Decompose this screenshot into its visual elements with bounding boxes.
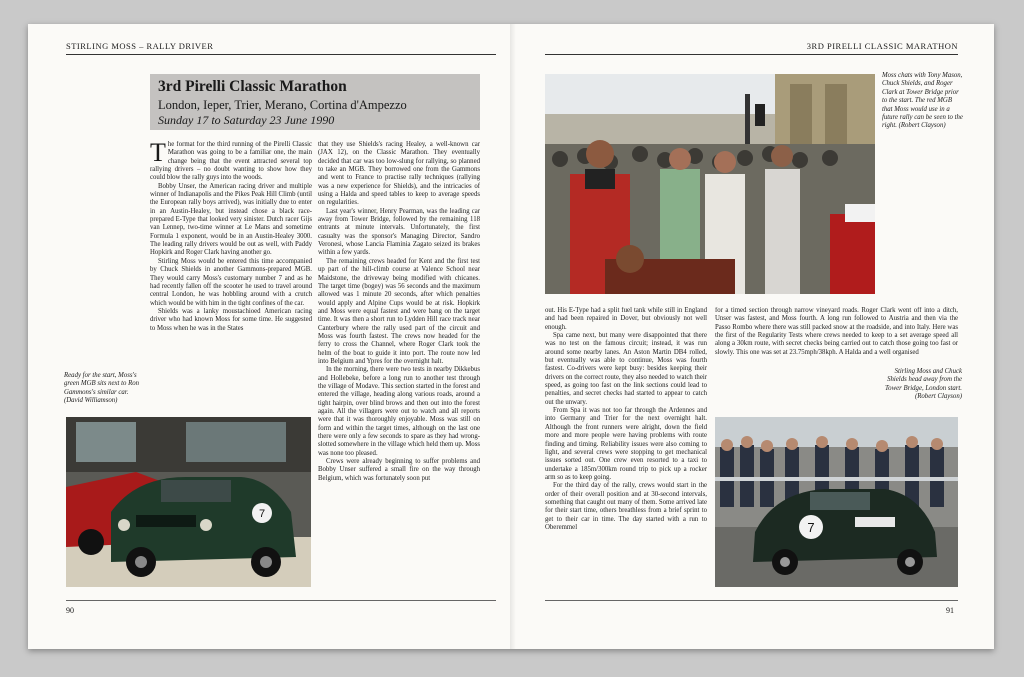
photo-tower-bridge-crowd [545,74,875,294]
page-number-left: 90 [66,606,74,615]
left-footer-rule [66,600,496,601]
caption-left: Ready for the start, Moss's green MGB sits next to Ron Gammons's similar car. (David Williamson) [64,372,140,405]
paragraph: that they use Shields's racing Healey, a well-known car (JAX 12), on the Classic Marathon. They eventually decided that car was too low-slung for rallying, so planned to take an MGB. They borrowed one from the Gammons and went to France to practise rally techniques (rallying was a new experience for Shields), and the intricacies of using a Halda and speed tables to keep to average speeds on regularities. [318,141,480,207]
right-footer-rule [545,600,958,601]
paragraph: for a timed section through narrow vineyard roads. Roger Clark went off into a ditch, Unser was fastest, and Moss fourth. A long run followed to Austria and then via the Passo Rombo where there was still packed snow at the roadside, and into Italy. Here was the first of the Regularity Tests where crews needed to keep to a set average speed all along a 30km route, with secret checks being carried out to catch those going too fast or slowly. This one was set at 23.75mph/38kph. A Halda and a well organised [715,307,958,356]
paragraph: For the third day of the rally, crews would start in the order of their overall position and at 30-second intervals, something that caught out many of them. Some arrived late for their start time, others breathless from a brief sprint to get to their car in time. The day started with a run to Oberemmel [545,482,707,531]
paragraph: Crews were already beginning to suffer problems and Bobby Unser suffered a small fire on the way through Belgium, which was fortunately soon put [318,458,480,482]
chapter-title: 3rd Pirelli Classic Marathon [158,78,347,95]
drop-cap: T [150,141,166,167]
caption-top-right: Moss chats with Tony Mason, Chuck Shields, and Roger Clark at Tower Bridge prior to the start. The red MGB that Moss would use in a future rally can be seen to the right. (Robert Clayson) [882,72,963,130]
text-column-1 [150,141,312,412]
paragraph: From Spa it was not too far through the Ardennes and into Germany and Trier for the next overnight halt. Although the front runners were alright, down the field more and more people were having problems with route finding and timing. Reliability issues were also coming to light, and several crews were stopping to get mechanical issues sorted out. One crew even resorted to a taxi to undertake a 185m/300km round trip to pick up a rocker arm so as to keep going. [545,407,707,481]
photo-green-mgb [66,417,311,587]
paragraph: The format for the third running of the Pirelli Classic Marathon was going to be a familiar one, the main change being that the event attracted several top rallying drivers – no doubt wanting to show how they could blow the rally guys into the woods. [150,141,312,182]
chapter-title-box [150,74,480,130]
chapter-route: London, Ieper, Trier, Merano, Cortina d'Ampezzo [158,98,407,112]
paragraph: Shields was a lanky moustachioed American racing driver who had known Moss for some time. He suggested to Moss when he was in the States [150,307,312,332]
paragraph: The remaining crews headed for Kent and the first test up part of the hill-climb course at Valence School near Maidstone, the driveway being modified with chicanes. The target time (bogey) was 56 seconds and the maximum allowed was 1 minute 20 seconds, after which penalties would apply and Alpine Cups would be at risk. Hopkirk and Moss were equal fastest and were bang on the target time. It was then a short run to Lydden Hill race track near Canterbury where the rally used part of the circuit and Moss was fourth fastest. The crews now headed for the ferry to cross the Channel, where Roger Clark took the helm of the boat to guide it into port. The route now led into Belgium and Ypres for the overnight halt. [318,257,480,365]
departure-photo-illustration [715,417,958,587]
crowd-photo-illustration [545,74,875,294]
photo-mgb-departure [715,417,958,587]
chapter-dates: Sunday 17 to Saturday 23 June 1990 [158,113,335,127]
right-header-rule [545,54,958,55]
mgb-photo-illustration [66,417,311,587]
svg-text:7: 7 [807,520,815,535]
caption-right: Stirling Moss and Chuck Shields head away from the Tower Bridge, London start. (Robert Clayson) [885,368,962,401]
paragraph: Bobby Unser, the American racing driver and multiple winner of Indianapolis and the Pikes Peak Hill Climb (until the European rally boys arrived), was initially due to enter in an Austin-Healey, but instead chose a black race-prepared E-Type that looked very sinister. Dutch racer Gijs van Lennep, two-time winner at Le Mans and sometime Formula 1 exponent, would be in an Austin-Healey 3000. The leading rally drivers would be out as well, with Paddy Hopkirk and Roger Clark having another go. [150,182,312,257]
svg-text:7: 7 [258,508,266,520]
paragraph: In the morning, there were two tests in nearby Dikkebus and Hollebeke, before a long run to another test through the village of Modave. This section started in the forest and entered the village, heading along various roads, around a tight hairpin, over blind brows and then out into the forest again. All the villagers were out to watch and all reports were that it was thoroughly enjoyable. Moss was still on form and within the target times, although on the last one there were only a few seconds to spare as they had wrong-slotted somewhere in the village which held them up. Moss was none too pleased. [318,366,480,457]
page-number-right: 91 [946,606,954,615]
paragraph: Last year's winner, Henry Pearman, was the leading car away from Tower Bridge, followed by the remaining 118 entrants at minute intervals. Unfortunately, the first casualty was the sponsor's Managing Director, Sandro Veronesi, whose Lancia Flaminia Zagato seized its brakes within a few yards. [318,207,480,257]
paragraph: Spa came next, but many were disappointed that there was no test on the famous circuit; instead, it was run around some nearby lanes. An Aston Martin DB4 rolled, but eventually was able to continue, Moss was fourth fastest. Co-drivers were kept busy: besides keeping their drivers on the correct route, they also needed to watch their speed, as going too fast on the link sections could lead to penalties, and secret checks had started to appear to catch out the unwary. [545,332,707,406]
paragraph: out. His E-Type had a split fuel tank while still in England and had been repaired in Dover, but obviously not well enough. [545,307,707,331]
paragraph: Stirling Moss would be entered this time accompanied by Chuck Shields in another Gammons-prepared MGB. They would carry Moss's customary number 7 and as he had recently fallen off the scooter he used to travel around central London, he was hobbling around with a crutch which would be with him in the tight confines of the car. [150,257,312,307]
right-running-head: 3RD PIRELLI CLASSIC MARATHON [806,41,958,51]
left-header-rule [66,54,496,55]
left-running-head: STIRLING MOSS – RALLY DRIVER [66,41,214,51]
text-column-3 [545,307,707,589]
spine-shadow [510,24,516,649]
text-column-2 [318,141,480,589]
